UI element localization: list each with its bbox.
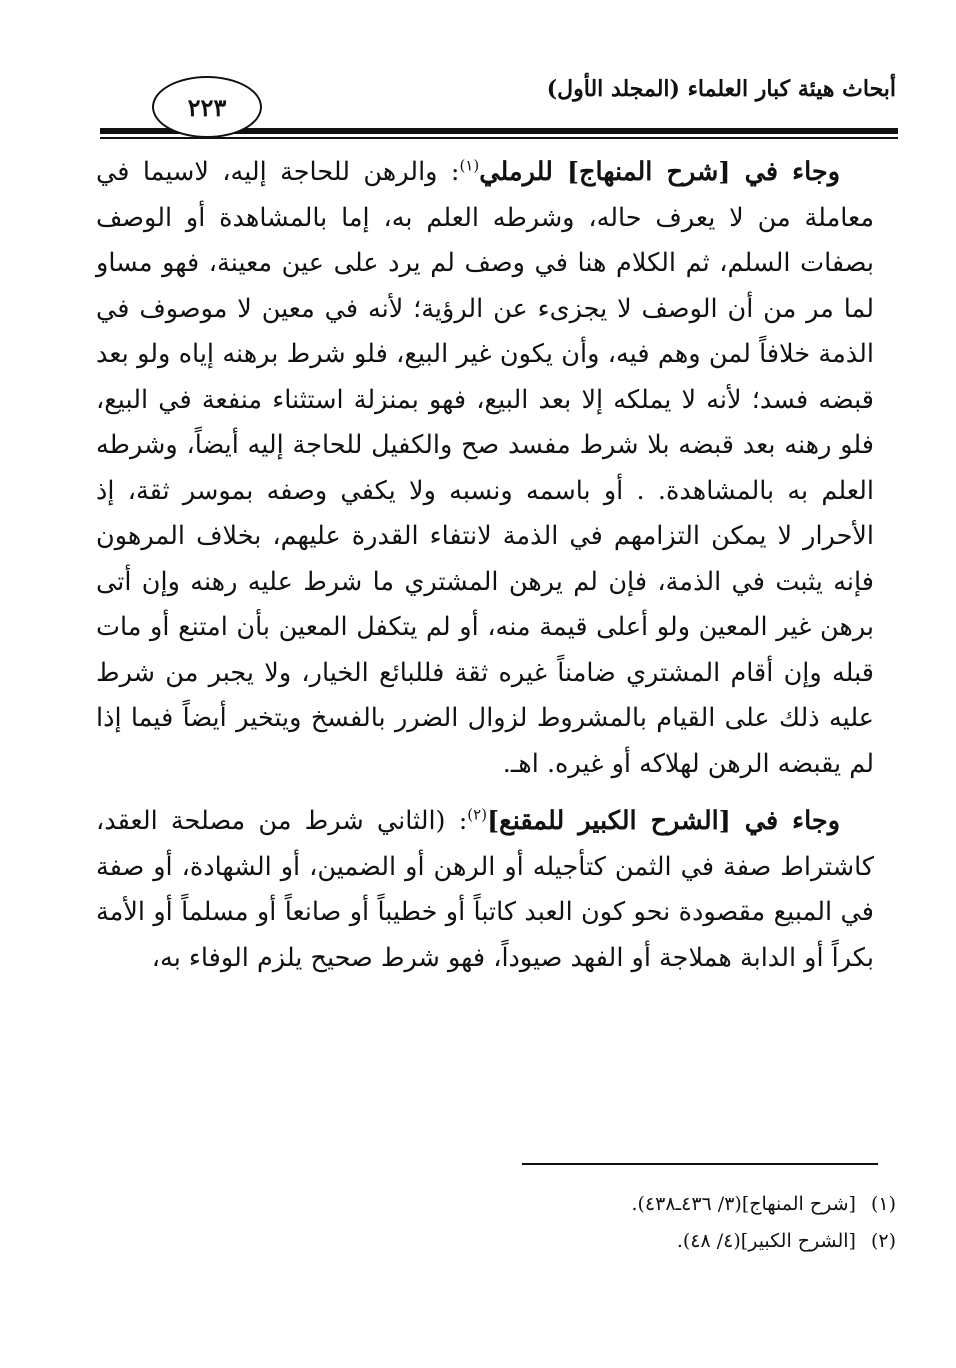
paragraph-1-text: : والرهن للحاجة إليه، لاسيما في معاملة من لا يعرف حاله، وشرطه العلم به، إما بالمشاهدة أو الوصف بصفات السلم، ثم الكلام هنا في وصف لم يرد على عين معينة، فهو مساو لما مر من أن الوصف لا يجزىء عن الرؤية؛ لأنه في معين لا موصوف في الذمة خلافاً لمن وهم فيه، وأن يكون غير البيع، فلو شرط برهنه إياه ولو بعد قبضه فسد؛ لأنه لا يملكه إلا بعد البيع، فهو بمنزلة استثناء منفعة في البيع، فلو رهنه بعد قبضه بلا شرط مفسد صح والكفيل للحاجة إليه أيضاً، وشرطه العلم به بالمشاهدة. . أو باسمه ونسبه ولا يكفي وصفه بموسر ثقة، إذ الأحرار لا يمكن التزامهم في الذمة لانتفاء القدرة عليهم، بخلاف المرهون فإنه يثبت في الذمة، فإن لم يرهن المشتري ما شرط عليه رهنه وإن أتى برهن غير المعين ولو أعلى قيمة منه، أو لم يتكفل المعين بأن امتنع أو مات قبله وإن أقام المشتري ضامناً غيره ثقة فللبائع الخيار، ولا يجبر من شرط عليه ذلك على القيام بالمشروط لزوال الضرر بالفسخ ويتخير أيضاً فيما إذا لم يقبضه الرهن لهلاكه أو غيره. اهـ. (96, 157, 874, 779)
footnote-separator (522, 1163, 878, 1165)
footnote-item (296, 1186, 896, 1223)
header-rule-thin (100, 137, 898, 139)
page-number-oval (152, 76, 262, 138)
footnote-text: [شرح المنهاج](٣/ ٤٣٦ـ٤٣٨). (631, 1193, 856, 1215)
footnote-number: (١) (870, 1193, 896, 1215)
footnotes (296, 1186, 896, 1260)
footnote-ref-1[interactable]: (١) (459, 156, 480, 175)
paragraph-2-text: : (الثاني شرط من مصلحة العقد، كاشتراط صفة في الثمن كتأجيله أو الرهن أو الضمين، أو الشهادة، أو صفة في المبيع مقصودة نحو كون العبد كاتباً أو خطيباً أو صانعاً أو مسلماً أو الأمة بكراً أو الدابة هملاجة أو الفهد صيوداً، فهو شرط صحيح يلزم الوفاء به، (96, 806, 874, 973)
page-number: ٢٢٣ (187, 92, 227, 122)
footnote-text: [الشرح الكبير](٤/ ٤٨). (676, 1230, 856, 1252)
paragraph-1-lead: وجاء في [شرح المنهاج] للرملي (479, 157, 841, 187)
footnote-number: (٢) (870, 1230, 896, 1252)
paragraph-2 (96, 799, 874, 981)
running-header-title: أبحاث هيئة كبار العلماء (المجلد الأول) (546, 76, 896, 102)
paragraph-1 (96, 150, 874, 787)
footnote-item (296, 1223, 896, 1260)
paragraph-2-lead: وجاء في [الشرح الكبير للمقنع] (487, 806, 841, 836)
main-text (96, 150, 874, 981)
footnote-ref-2[interactable]: (٢) (467, 805, 488, 824)
